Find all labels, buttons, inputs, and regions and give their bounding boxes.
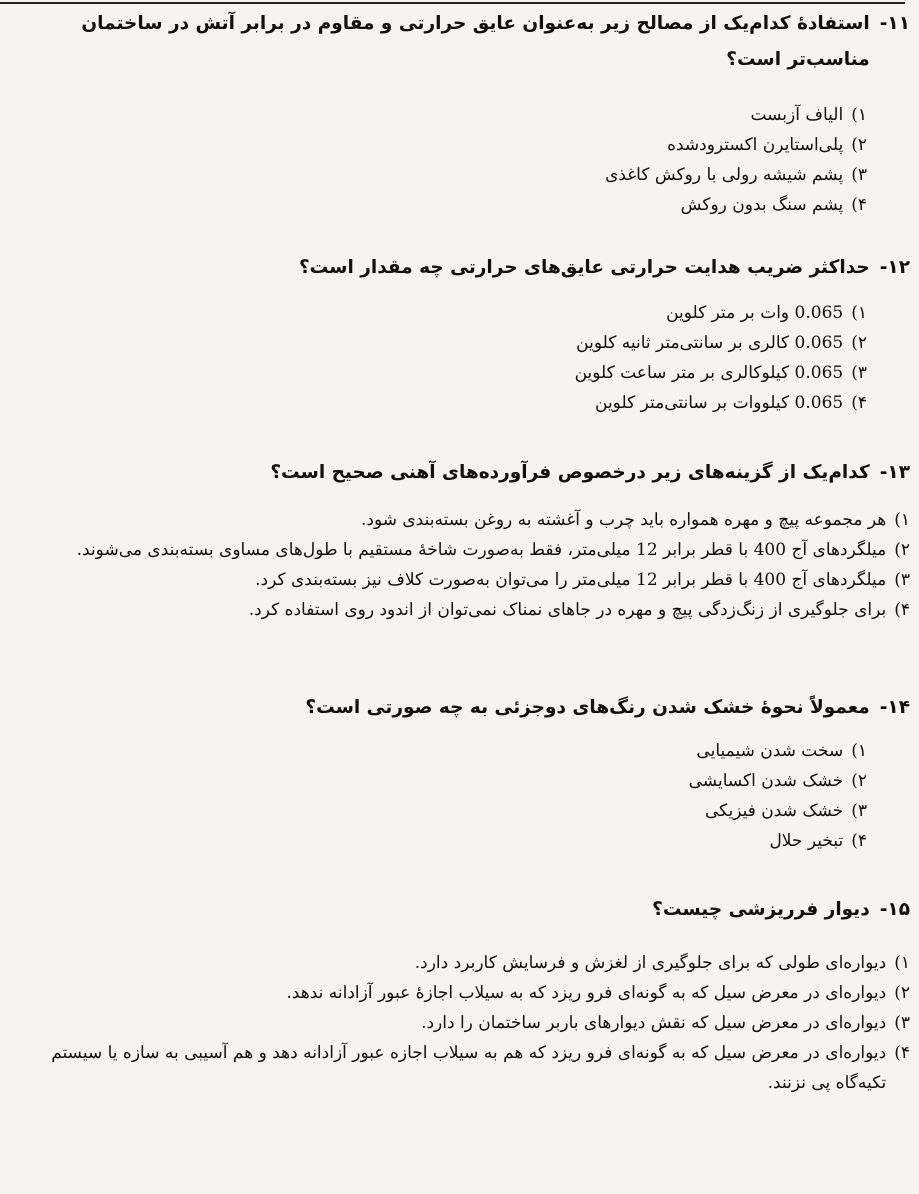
option <box>25 1008 910 1038</box>
option <box>25 1038 910 1098</box>
options-list <box>25 736 910 856</box>
option-number: ۱) <box>894 953 910 973</box>
question-number: ۱۱- <box>879 13 910 34</box>
question-number: ۱۳- <box>879 462 910 483</box>
option-number: ۳) <box>851 165 867 185</box>
option-text: الیاف آزبست <box>750 105 844 125</box>
option <box>25 766 867 796</box>
option-number: ۲) <box>894 540 910 560</box>
option <box>25 190 867 220</box>
option <box>25 796 867 826</box>
option-number: ۱) <box>851 303 867 323</box>
option-number: ۳) <box>851 363 867 383</box>
option <box>25 978 910 1008</box>
option-number: ۳) <box>894 570 910 590</box>
option-number: ۴) <box>851 195 867 215</box>
option-number: ۲) <box>851 135 867 155</box>
option-text: میلگردهای آج 400 با قطر برابر 12 میلی‌متر، فقط به‌صورت شاخهٔ مستقیم با طول‌های مساوی بسته‌بندی می‌شوند. <box>76 540 887 560</box>
option-text: 0.065 کیلوکالری بر متر ساعت کلوین <box>574 363 844 383</box>
question-text: حداکثر ضریب هدایت حرارتی عایق‌های حرارتی چه مقدار است؟ <box>298 257 870 278</box>
option-number: ۳) <box>894 1013 910 1033</box>
option-text: خشک شدن اکسایشی <box>688 771 844 791</box>
option-number: ۱) <box>894 510 910 530</box>
top-rule <box>0 2 905 4</box>
option <box>25 358 867 388</box>
question-text: معمولاً نحوهٔ خشک شدن رنگ‌های دوجزئی به چه صورتی است؟ <box>305 697 870 718</box>
option-text: 0.065 وات بر متر کلوین <box>666 303 844 323</box>
option <box>25 595 910 625</box>
option-text: پلی‌استایرن اکسترودشده <box>667 135 844 155</box>
options-list <box>25 298 910 418</box>
option-number: ۳) <box>851 801 867 821</box>
option <box>25 100 867 130</box>
option <box>25 298 867 328</box>
option-text: پشم سنگ بدون روکش <box>680 195 844 215</box>
question-number: ۱۵- <box>879 899 910 920</box>
option-text: خشک شدن فیزیکی <box>704 801 844 821</box>
option-number: ۲) <box>851 333 867 353</box>
question-header <box>25 892 910 928</box>
option-text: برای جلوگیری از زنگ‌زدگی پیچ و مهره در جاهای نمناک نمی‌توان از اندود روی استفاده کرد. <box>248 600 887 620</box>
option-number: ۴) <box>851 831 867 851</box>
option-text: دیواره‌ای طولی که برای جلوگیری از لغزش و فرسایش کاربرد دارد. <box>414 953 887 973</box>
question-number: ۱۲- <box>879 257 910 278</box>
question-12 <box>25 250 910 418</box>
option <box>25 160 867 190</box>
option-text: دیواره‌ای در معرض سیل که به گونه‌ای فرو ریزد که هم به سیلاب اجازه عبور آزادانه دهد و هم آسیبی به سازه یا سیستم تکیه‌گاه پی نزنند. <box>51 1043 887 1093</box>
option-number: ۴) <box>851 393 867 413</box>
option-number: ۱) <box>851 105 867 125</box>
option <box>25 535 910 565</box>
options-list <box>25 100 910 220</box>
option <box>25 130 867 160</box>
question-header <box>25 6 910 78</box>
option <box>25 328 867 358</box>
option <box>25 565 910 595</box>
option <box>25 826 867 856</box>
question-13 <box>25 455 910 625</box>
option-text: تبخیر حلال <box>769 831 844 851</box>
option-text: 0.065 کیلووات بر سانتی‌متر کلوین <box>595 393 844 413</box>
question-number: ۱۴- <box>879 697 910 718</box>
question-header <box>25 690 910 726</box>
option-text: میلگردهای آج 400 با قطر برابر 12 میلی‌متر را می‌توان به‌صورت کلاف نیز بسته‌بندی کرد. <box>255 570 887 590</box>
option-text: هر مجموعه پیچ و مهره همواره باید چرب و آغشته به روغن بسته‌بندی شود. <box>360 510 887 530</box>
options-list <box>25 505 910 625</box>
option <box>25 736 867 766</box>
option-text: دیواره‌ای در معرض سیل که نقش دیوارهای باربر ساختمان را دارد. <box>421 1013 887 1033</box>
option-number: ۴) <box>894 600 910 620</box>
question-text: کدام‌یک از گزینه‌های زیر درخصوص فرآورده‌های آهنی صحیح است؟ <box>270 462 870 483</box>
option <box>25 505 910 535</box>
option <box>25 948 910 978</box>
option-number: ۴) <box>894 1043 910 1063</box>
option-text: سخت شدن شیمیایی <box>696 741 844 761</box>
option-number: ۱) <box>851 741 867 761</box>
option-text: 0.065 کالری بر سانتی‌متر ثانیه کلوین <box>576 333 844 353</box>
option-text: پشم شیشه رولی با روکش کاغذی <box>605 165 844 185</box>
option-number: ۲) <box>851 771 867 791</box>
question-15 <box>25 892 910 1098</box>
question-header <box>25 250 910 286</box>
question-header <box>25 455 910 491</box>
options-list <box>25 948 910 1098</box>
question-14 <box>25 690 910 856</box>
question-11 <box>25 6 910 220</box>
question-text: دیوار فرریزشی چیست؟ <box>652 899 870 920</box>
option-text: دیواره‌ای در معرض سیل که به گونه‌ای فرو ریزد که به سیلاب اجازهٔ عبور آزادانه ندهد. <box>286 983 887 1003</box>
option-number: ۲) <box>894 983 910 1003</box>
question-text: استفادهٔ کدام‌یک از مصالح زیر به‌عنوان عایق حرارتی و مقاوم در برابر آتش در ساختمان مناسب‌تر است؟ <box>81 13 870 70</box>
option <box>25 388 867 418</box>
